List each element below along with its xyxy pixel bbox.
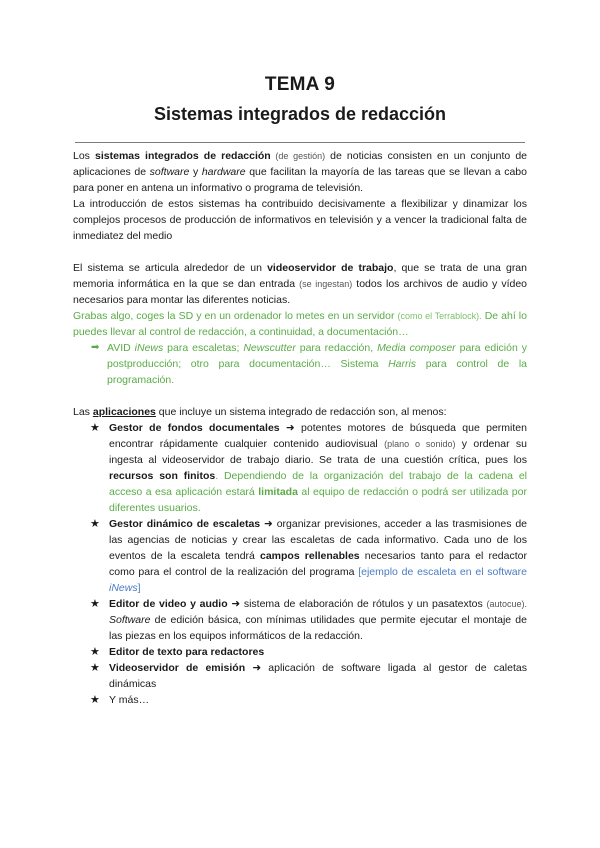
- title-divider: [75, 142, 525, 143]
- paragraph-note-green: Grabas algo, coges la SD y en un ordenador lo metes en un servidor (como el Terrablock). De ahí lo puedes llevar al control de redacción, a continuidad, a documentación…: [73, 310, 527, 338]
- list-item: ★ Y más…: [90, 694, 150, 706]
- list-item: ★ Editor de video y audio ➜ sistema de elaboración de rótulos y un pasatextos (autocue). Software de edición básica, con mínimas utilidades que permite ejecutar el montaje de las piezas en los equipos informáticos de la redacción.: [90, 598, 527, 642]
- paragraph-aplicaciones: Las aplicaciones que incluye un sistema integrado de redacción son, al menos:: [73, 406, 447, 418]
- document-body: [73, 148, 527, 708]
- list-item: ★ Videoservidor de emisión ➜ aplicación de software ligada al gestor de caletas dinámicas: [90, 662, 527, 690]
- applications-list: [73, 420, 527, 708]
- paragraph-videoservidor: El sistema se articula alrededor de un videoservidor de trabajo, que se trata de una gran memoria informática en la que se dan entrada (se ingestan) todos los archivos de audio y vídeo necesarios para montar las diferentes noticias.: [73, 262, 528, 306]
- arrow-icon: ➡: [91, 342, 100, 353]
- star-icon: ★: [90, 694, 100, 706]
- arrow-list-item: ➡ AVID iNews para escaletas; Newscutter para redacción, Media composer para edición y postproducción; otro para documentación… Sistema Harris para control de la programación.: [91, 342, 527, 386]
- star-icon: ★: [90, 518, 100, 530]
- star-icon: ★: [90, 598, 100, 610]
- star-icon: ★: [90, 422, 100, 434]
- escaleta-example-link[interactable]: [ejemplo de escaleta en el software iNews]: [109, 566, 527, 594]
- list-item: ★ Gestor de fondos documentales ➜ potentes motores de búsqueda que permiten encontrar rápidamente cualquier contenido audiovisual (plano o sonido) y ordenar su ingesta al videoservidor de trabajo diario. Se trata de una cuestión crítica, pues los recursos son finitos. Dependiendo de la organización del trabajo de la cadena el acceso a esa aplicación estará limitada al equipo de redacción o podrá ser utilizada por diferentes usuarios.: [90, 422, 528, 514]
- star-icon: ★: [90, 662, 100, 674]
- paragraph-definition: Los sistemas integrados de redacción (de gestión) de noticias consisten en un conjunto de aplicaciones de software y hardware que facilitan la mayoría de las tareas que se llevan a cabo para poner en antena un informativo o programa de televisión.: [73, 150, 528, 194]
- paragraph-introduction: La introducción de estos sistemas ha contribuido decisivamente a flexibilizar y dinamizar los complejos procesos de producción de informativos en televisión y a vencer la tradicional falta de inmediatez del medio: [73, 198, 527, 242]
- star-icon: ★: [90, 646, 100, 658]
- page-subtitle: Sistemas integrados de redacción: [153, 104, 447, 124]
- list-item: ★ Gestor dinámico de escaletas ➜ organizar previsiones, acceder a las trasmisiones de las agencias de noticias y crear las escaletas de cada informativo. Cada uno de los eventos de la escaleta tendrá campos rellenables necesarios tanto para el redactor como para el control de la realización del programa [ejemplo de escaleta en el software iNews]: [90, 518, 528, 594]
- page-title: TEMA 9: [264, 74, 336, 95]
- list-item: ★ Editor de texto para redactores: [90, 646, 265, 658]
